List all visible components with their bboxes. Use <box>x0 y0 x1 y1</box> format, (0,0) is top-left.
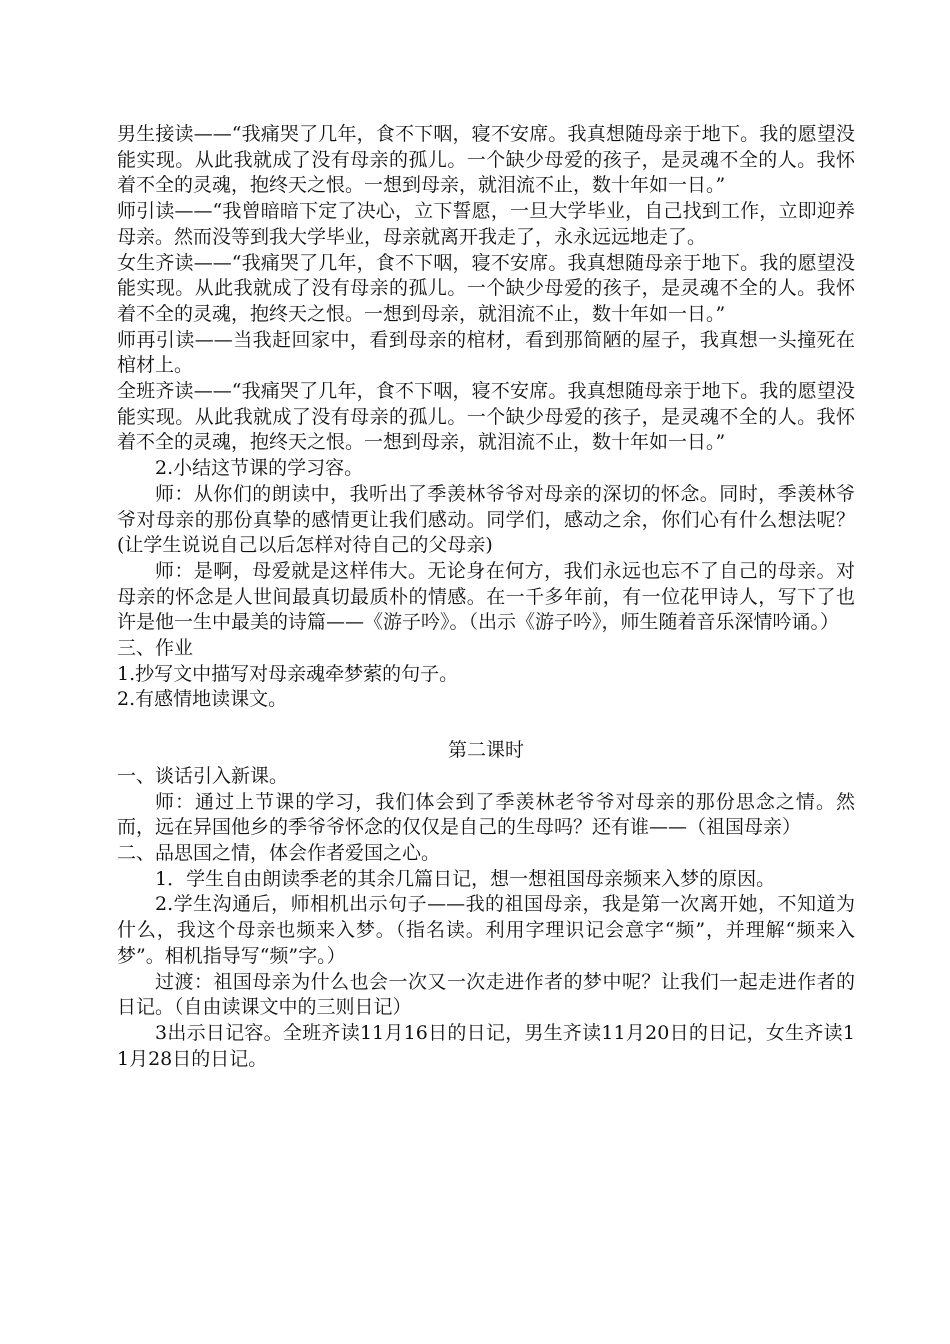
paragraph-teacher-lead-again: 师再引读——当我赶回家中，看到母亲的棺材，看到那简陋的屋子，我真想一头撞死在棺材上。 <box>117 328 855 377</box>
paragraph-class-read: 全班齐读——“我痛哭了几年，食不下咽，寝不安席。我真想随母亲于地下。我的愿望没能实现。从此我就成了没有母亲的孤儿。一个缺少母爱的孩子，是灵魂不全的人。我怀着不全的灵魂，抱终天之恨。一想到母亲，就泪流不止，数十年如一日。” <box>117 380 855 454</box>
document-page <box>117 122 855 1072</box>
paragraph-teacher-poem: 师：是啊，母爱就是这样伟大。无论身在何方，我们永远也忘不了自己的母亲。对母亲的怀念是人世间最真切最质朴的情感。在一千多年前，有一位花甲诗人，写下了也许是他一生中最美的诗篇——《游子吟》。（出示《游子吟》，师生随着音乐深情吟诵。） <box>117 559 855 634</box>
paragraph-step-2: 2.学生沟通后，师相机出示句子——我的祖国母亲，我是第一次离开她，不知道为什么，我这个母亲也频来入梦。（指名读。利用字理识记会意字“频”，并理解“频来入梦”。相机指导写“频”字。） <box>117 893 855 967</box>
paragraph-transition: 过渡：祖国母亲为什么也会一次又一次走进作者的梦中呢？让我们一起走进作者的日记。（自由读课文中的三则日记） <box>117 970 855 1019</box>
section-heading-intro: 一、谈话引入新课。 <box>117 764 289 787</box>
section-heading-patriotism: 二、品思国之情，体会作者爱国之心。 <box>117 841 441 864</box>
lesson-title: 第二课时 <box>447 739 524 762</box>
section-heading-homework: 三、作业 <box>117 637 194 660</box>
paragraph-summary-heading: 2.小结这节课的学习容。 <box>155 457 364 480</box>
homework-item-1: 1.抄写文中描写对母亲魂牵梦萦的句子。 <box>117 662 459 685</box>
paragraph-teacher-lead-read: 师引读——“我曾暗暗下定了决心，立下誓愿，一旦大学毕业，自己找到工作，立即迎养母亲。然而没等到我大学毕业，母亲就离开我走了，永永远远地走了。 <box>117 200 855 248</box>
homework-item-2: 2.有感情地读课文。 <box>117 688 288 711</box>
paragraph-teacher-summary: 师：从你们的朗读中，我听出了季羡林爷爷对母亲的深切的怀念。同时，季羡林爷爷对母亲的那份真挚的感情更让我们感动。同学们，感动之余，你们心有什么想法呢？(让学生说说自己以后怎样对待自己的父母亲) <box>117 482 855 557</box>
paragraph-girls-read: 女生齐读——“我痛哭了几年，食不下咽，寝不安席。我真想随母亲于地下。我的愿望没能实现。从此我就成了没有母亲的孤儿。一个缺少母爱的孩子，是灵魂不全的人。我怀着不全的灵魂，抱终天之恨。一想到母亲，就泪流不止，数十年如一日。” <box>117 251 855 325</box>
paragraph-teacher-intro: 师：通过上节课的学习，我们体会到了季羡林老爷爷对母亲的那份思念之情。然而，远在异国他乡的季爷爷怀念的仅仅是自己的生母吗？还有谁——（祖国母亲） <box>117 790 855 839</box>
paragraph-step-3: 3出示日记容。全班齐读11月16日的日记，男生齐读11月20日的日记，女生齐读11月28日的日记。 <box>117 1021 855 1070</box>
paragraph-boys-read: 男生接读——“我痛哭了几年，食不下咽，寝不安席。我真想随母亲于地下。我的愿望没能实现。从此我就成了没有母亲的孤儿。一个缺少母爱的孩子，是灵魂不全的人。我怀着不全的灵魂，抱终天之恨。一想到母亲，就泪流不止，数十年如一日。” <box>117 123 855 197</box>
paragraph-step-1: 1．学生自由朗读季老的其余几篇日记，想一想祖国母亲频来入梦的原因。 <box>155 867 776 890</box>
